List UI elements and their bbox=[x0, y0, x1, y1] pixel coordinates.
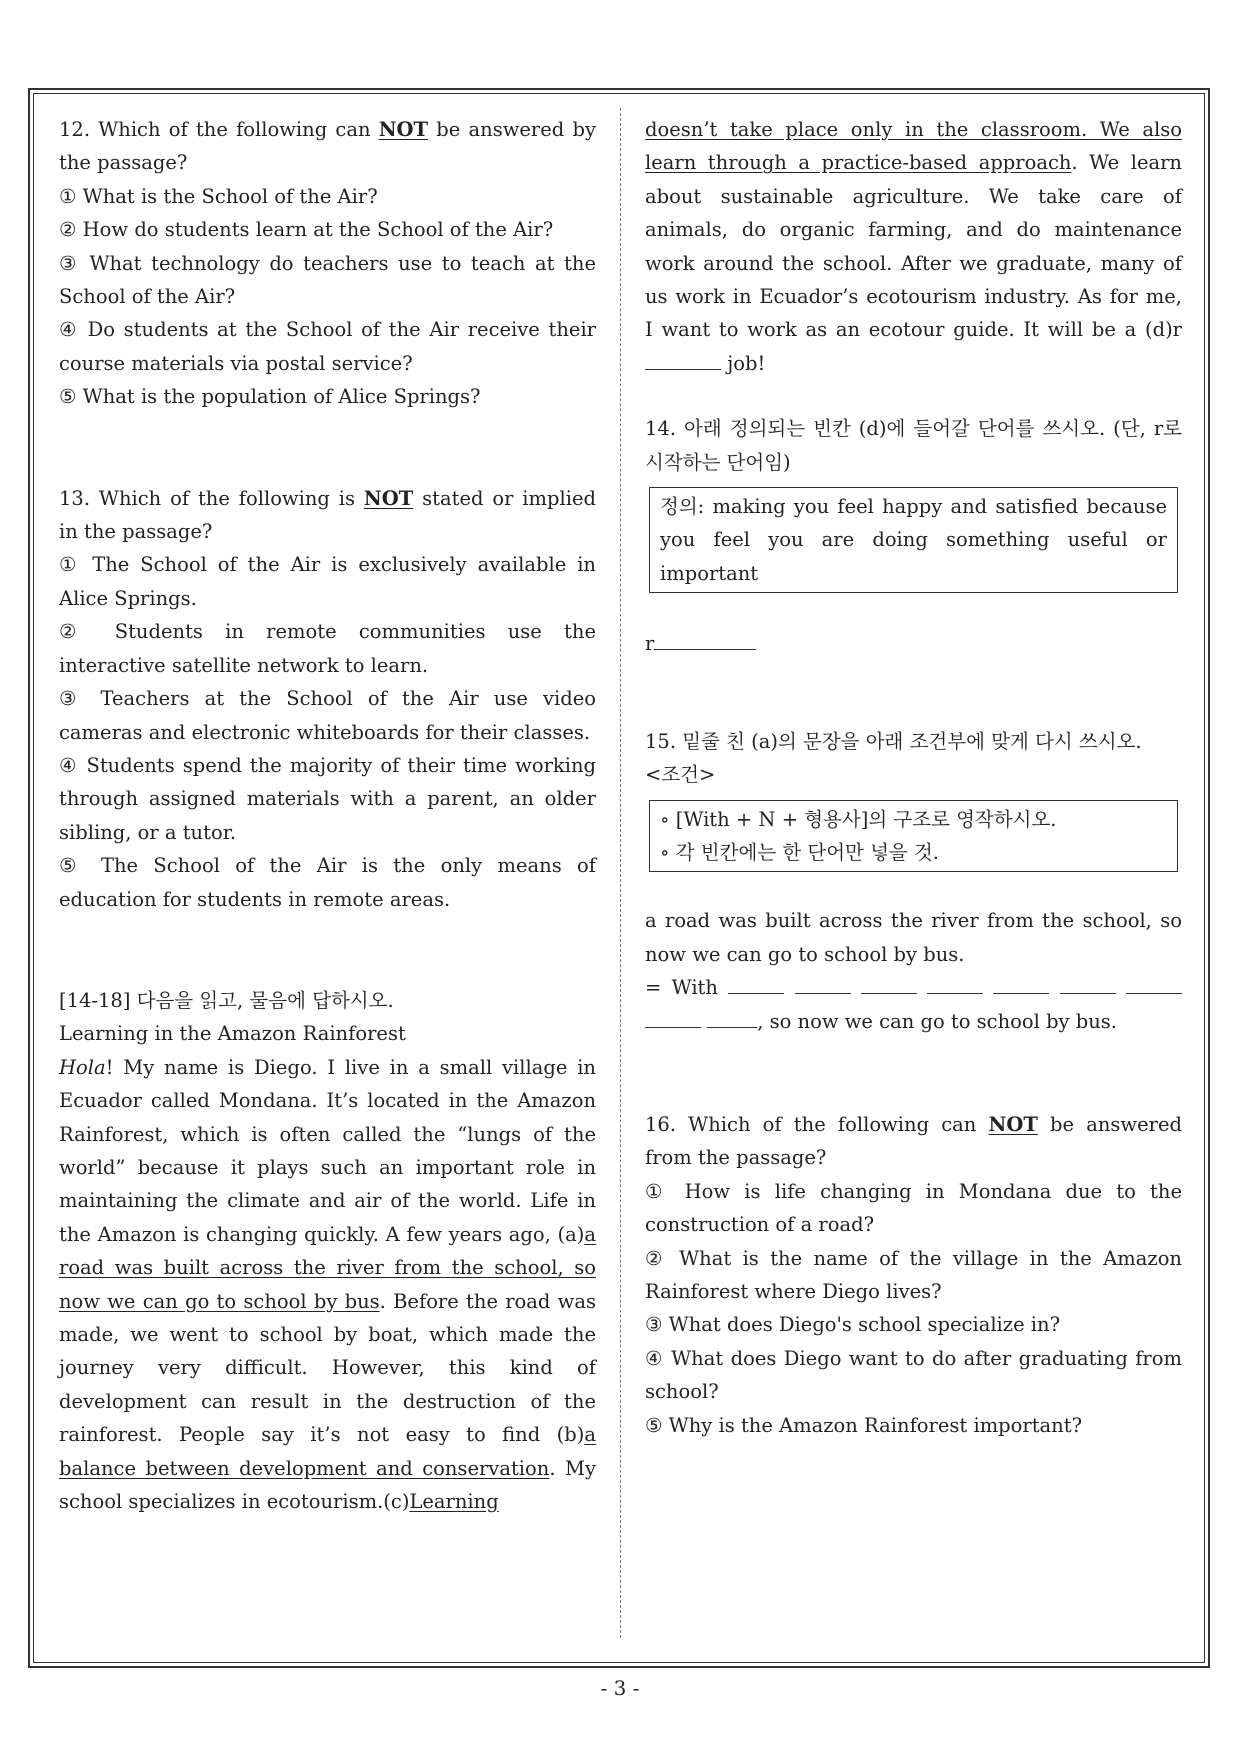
answer-blank[interactable] bbox=[654, 629, 756, 650]
question-15-stem: 15. 밑줄 친 (a)의 문장을 아래 조건부에 맞게 다시 쓰시오. bbox=[645, 729, 1142, 753]
question-16 bbox=[645, 1108, 1182, 1442]
right-column bbox=[645, 113, 1182, 1442]
question-13-option-2[interactable]: ② Students in remote communities use the interactive satellite network to learn. bbox=[59, 620, 596, 677]
underline-c-end: doesn’t take place only in the classroom. We also learn through a practice-based approach bbox=[645, 118, 1182, 175]
definition-text: 정의: making you feel happy and satisfied because you feel you are doing something useful or important bbox=[660, 495, 1167, 585]
question-12-stem: 12. Which of the following can NOT be answered by the passage? bbox=[59, 118, 596, 175]
underline-b: a balance between development and conservation bbox=[59, 1423, 596, 1480]
question-16-stem: 16. Which of the following can NOT be answered from the passage? bbox=[645, 1112, 1182, 1170]
rewrite-blank-5[interactable] bbox=[993, 973, 1049, 994]
question-12-option-1[interactable]: ① What is the School of the Air? bbox=[59, 184, 378, 208]
condition-box bbox=[649, 800, 1178, 873]
question-15 bbox=[645, 725, 1182, 1038]
passage-body-part-1: Hola! My name is Diego. I live in a small village in Ecuador called Mondana. It’s located in the Amazon Rainforest, which is often called the “lungs of the world” because it plays such an important role in maintaining the climate and air of the world. Life in the Amazon is changing quickly. A few years ago, (a)a road was built across the river from the school, so now we can go to school by bus. Before the road was made, we went to school by boat, which made the journey very difficult. However, this kind of development can result in the destruction of the rainforest. People say it’s not easy to find (b)a balance between development and conservation. My school specializes in ecotourism.(c)Learning bbox=[59, 1055, 596, 1514]
rewrite-blank-9[interactable] bbox=[707, 1007, 757, 1028]
rewrite-blank-4[interactable] bbox=[927, 973, 983, 994]
condition-2: ∘ 각 빈칸에는 한 단어만 넣을 것. bbox=[660, 840, 939, 864]
question-12-option-2[interactable]: ② How do students learn at the School of the Air? bbox=[59, 218, 554, 242]
rewrite-line[interactable]: = With , so now we can go to school by bus. bbox=[645, 971, 1182, 1038]
passage-body-part-2: doesn’t take place only in the classroom. We also learn through a practice-based approach. We learn about sustainable agriculture. We take care of animals, do organic farming, and do maintenance work around the school. After we graduate, many of us work in Ecuador’s ecotourism industry. As for me, I want to work as an ecotour guide. It will be a (d)r job! bbox=[645, 118, 1182, 375]
column-divider bbox=[620, 108, 621, 1638]
question-16-option-2[interactable]: ② What is the name of the village in the Amazon Rainforest where Diego lives? bbox=[645, 1246, 1182, 1303]
condition-title: <조건> bbox=[645, 763, 716, 787]
question-12 bbox=[59, 113, 596, 414]
rewrite-blank-1[interactable] bbox=[728, 973, 784, 994]
definition-box bbox=[649, 487, 1178, 593]
question-16-option-3[interactable]: ③ What does Diego's school specialize in? bbox=[645, 1313, 1061, 1337]
question-14-answer-line[interactable]: r bbox=[645, 627, 1182, 660]
question-16-option-1[interactable]: ① How is life changing in Mondana due to the construction of a road? bbox=[645, 1179, 1182, 1237]
rewrite-blank-6[interactable] bbox=[1060, 973, 1116, 994]
question-13-stem: 13. Which of the following is NOT stated or implied in the passage? bbox=[59, 486, 596, 544]
question-13-option-3[interactable]: ③ Teachers at the School of the Air use video cameras and electronic whiteboards for their classes. bbox=[59, 687, 596, 744]
rewrite-blank-8[interactable] bbox=[645, 1007, 701, 1028]
rewrite-blank-2[interactable] bbox=[795, 973, 851, 994]
question-14-stem: 14. 아래 정의되는 빈칸 (d)에 들어갈 단어를 쓰시오. (단, r로 시작하는 단어임) bbox=[645, 417, 1182, 474]
passage-title: Learning in the Amazon Rainforest bbox=[59, 1022, 406, 1046]
question-12-option-3[interactable]: ③ What technology do teachers use to teach at the School of the Air? bbox=[59, 251, 596, 309]
question-13-option-1[interactable]: ① The School of the Air is exclusively available in Alice Springs. bbox=[59, 553, 596, 610]
underline-c-start: Learning bbox=[409, 1490, 499, 1514]
not-emphasis: NOT bbox=[988, 1112, 1038, 1136]
question-12-option-5[interactable]: ⑤ What is the population of Alice Springs? bbox=[59, 385, 481, 409]
question-13 bbox=[59, 482, 596, 916]
rewrite-blank-7[interactable] bbox=[1126, 973, 1182, 994]
left-column bbox=[59, 113, 596, 1518]
underline-a: a road was built across the river from the school, so now we can go to school by bus bbox=[59, 1222, 596, 1313]
question-16-option-5[interactable]: ⑤ Why is the Amazon Rainforest important? bbox=[645, 1413, 1083, 1437]
original-sentence: a road was built across the river from the school, so now we can go to school by bus. bbox=[645, 909, 1182, 966]
reading-passage bbox=[59, 984, 596, 1519]
question-13-option-5[interactable]: ⑤ The School of the Air is the only means of education for students in remote areas. bbox=[59, 854, 596, 911]
not-emphasis: NOT bbox=[363, 486, 414, 510]
passage-header: [14-18] 다음을 읽고, 물음에 답하시오. bbox=[59, 988, 394, 1012]
not-emphasis: NOT bbox=[378, 118, 429, 141]
question-13-option-4[interactable]: ④ Students spend the majority of their time working through assigned materials with a parent, an older sibling, or a tutor. bbox=[59, 753, 596, 844]
question-14 bbox=[645, 412, 1182, 660]
condition-1: ∘ [With + N + 형용사]의 구조로 영작하시오. bbox=[660, 807, 1057, 831]
blank-d[interactable] bbox=[645, 349, 721, 370]
rewrite-blank-3[interactable] bbox=[861, 973, 917, 994]
question-16-option-4[interactable]: ④ What does Diego want to do after graduating from school? bbox=[645, 1346, 1182, 1404]
question-12-option-4[interactable]: ④ Do students at the School of the Air receive their course materials via postal service? bbox=[59, 318, 596, 375]
page-number: - 3 - bbox=[600, 1676, 640, 1700]
